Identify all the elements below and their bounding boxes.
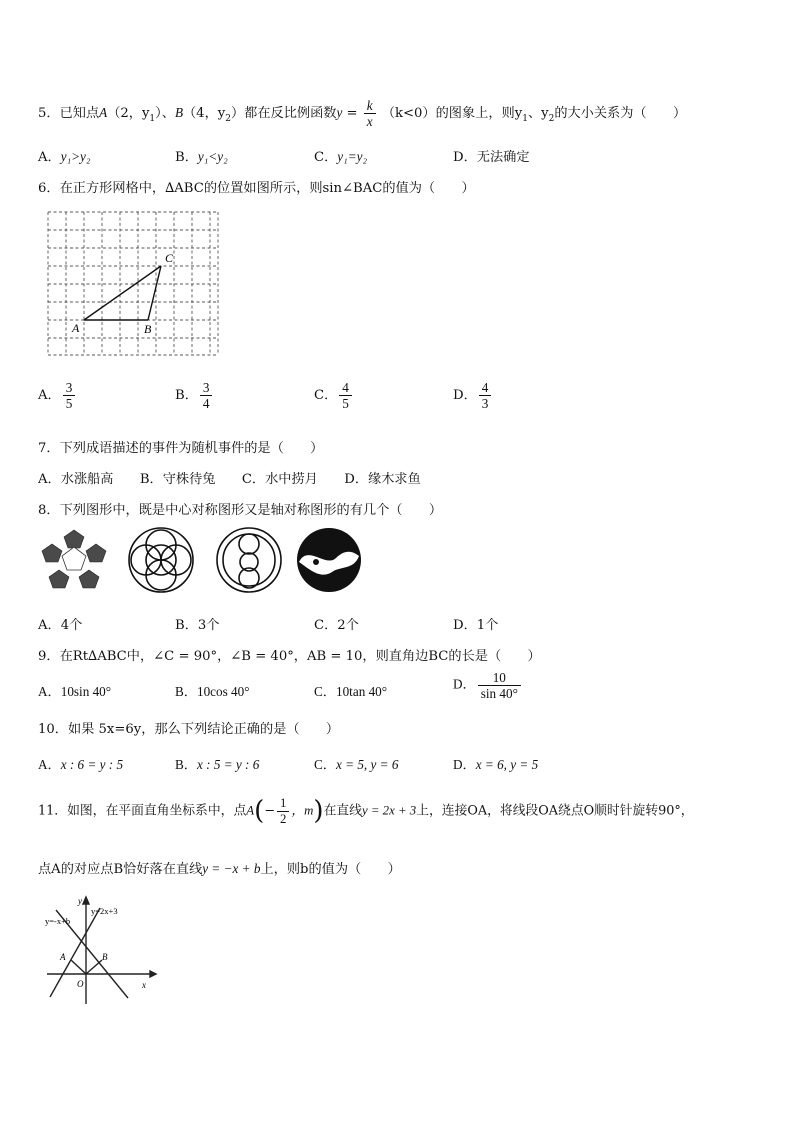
label-b: B — [102, 952, 108, 962]
q5-option-a[interactable]: A．y₁>y₂ — [38, 149, 91, 165]
q11-figure — [42, 894, 158, 1010]
q5-fraction: $\frac{k}{x}$ — [364, 98, 376, 129]
triangle-abc — [84, 266, 161, 320]
label-x: x — [142, 980, 146, 990]
q5-stem: 5．已知点A（2，$y_1$）、B（4，$y_2$）都在反比例函数y = $\frac{k}{x}$ （k<0）的图象上，则$y_1$、$y_2$的大小关系为（ ） — [38, 98, 687, 130]
q6-stem: 6．在正方形网格中，∆ABC的位置如图所示，则sin∠BAC的值为（ ） — [38, 181, 475, 196]
q6-grid-figure — [44, 210, 222, 358]
label-a: A — [72, 321, 80, 335]
label-line-a: y=-x+b — [45, 916, 71, 926]
q5-option-d[interactable]: D．无法确定 — [453, 150, 530, 165]
q9-stem: 9．在Rt∆ABC中，∠C = 90°，∠B = 40°，AB = 10，则直角边BC的长是（ ） — [38, 649, 541, 664]
q10-option-b[interactable]: B．x : 5 = y : 6 — [175, 757, 260, 772]
segment-ob — [86, 960, 102, 974]
label-o: O — [77, 979, 84, 989]
label-c: C — [165, 251, 174, 265]
q7-stem: 7．下列成语描述的事件为随机事件的是（ ） — [38, 441, 324, 456]
figure-four-petals — [129, 528, 193, 592]
q8-stem: 8．下列图形中，既是中心对称图形又是轴对称图形的有几个（ ） — [38, 503, 443, 518]
q8-option-c[interactable]: C．2个 — [314, 618, 359, 633]
q9-option-d[interactable]: D． $\frac{10}{\sin 40^\circ}$ — [453, 670, 523, 701]
q6-option-b[interactable]: B． $\frac{3}{4}$ — [175, 380, 214, 411]
segment-oa — [71, 960, 86, 974]
q10-option-d[interactable]: D．x = 6, y = 5 — [453, 757, 539, 772]
q10-option-c[interactable]: C．x = 5, y = 6 — [314, 757, 399, 772]
q8-figures — [36, 526, 366, 596]
q6-option-c[interactable]: C． $\frac{4}{5}$ — [314, 380, 354, 411]
q6-option-d[interactable]: D． $\frac{4}{3}$ — [453, 380, 493, 411]
q10-stem: 10．如果 5x=6y，那么下列结论正确的是（ ） — [38, 722, 340, 737]
q8-option-d[interactable]: D．1个 — [453, 618, 499, 633]
q7-options[interactable]: A．水涨船高 B．守株待兔 C．水中捞月 D．缘木求鱼 — [38, 472, 421, 487]
q9-option-a[interactable]: A．10sin 40° — [38, 684, 112, 699]
q5-option-c[interactable]: C．y₁=y₂ — [314, 149, 368, 165]
figure-swirl — [297, 528, 361, 592]
q9-option-c[interactable]: C．10tan 40° — [314, 684, 388, 699]
label-b: B — [144, 322, 152, 336]
q11-stem-line1: 11．如图，在平面直角坐标系中，点A(− $\frac{1}{2}$ ，m)在直线y = 2x + 3上，连接OA，将线段OA绕点O顺时针旋转90°， — [38, 796, 694, 827]
q5-option-b[interactable]: B．y₁<y₂ — [175, 149, 228, 165]
label-a: A — [60, 952, 66, 962]
label-y: y — [78, 896, 82, 906]
q11-stem-line2: 点A的对应点B恰好落在直线y = −x + b上，则b的值为（ ） — [38, 861, 401, 877]
q6-option-a[interactable]: A． $\frac{3}{5}$ — [38, 380, 77, 411]
q10-option-a[interactable]: A．x : 6 = y : 5 — [38, 757, 124, 772]
label-line-b: y=2x+3 — [91, 906, 118, 916]
q9-option-b[interactable]: B．10cos 40° — [175, 684, 250, 699]
figure-nested-circles — [217, 528, 281, 592]
q8-option-b[interactable]: B．3个 — [175, 618, 220, 633]
q8-option-a[interactable]: A．4个 — [38, 618, 83, 633]
figure-pentagon-center — [62, 547, 86, 570]
